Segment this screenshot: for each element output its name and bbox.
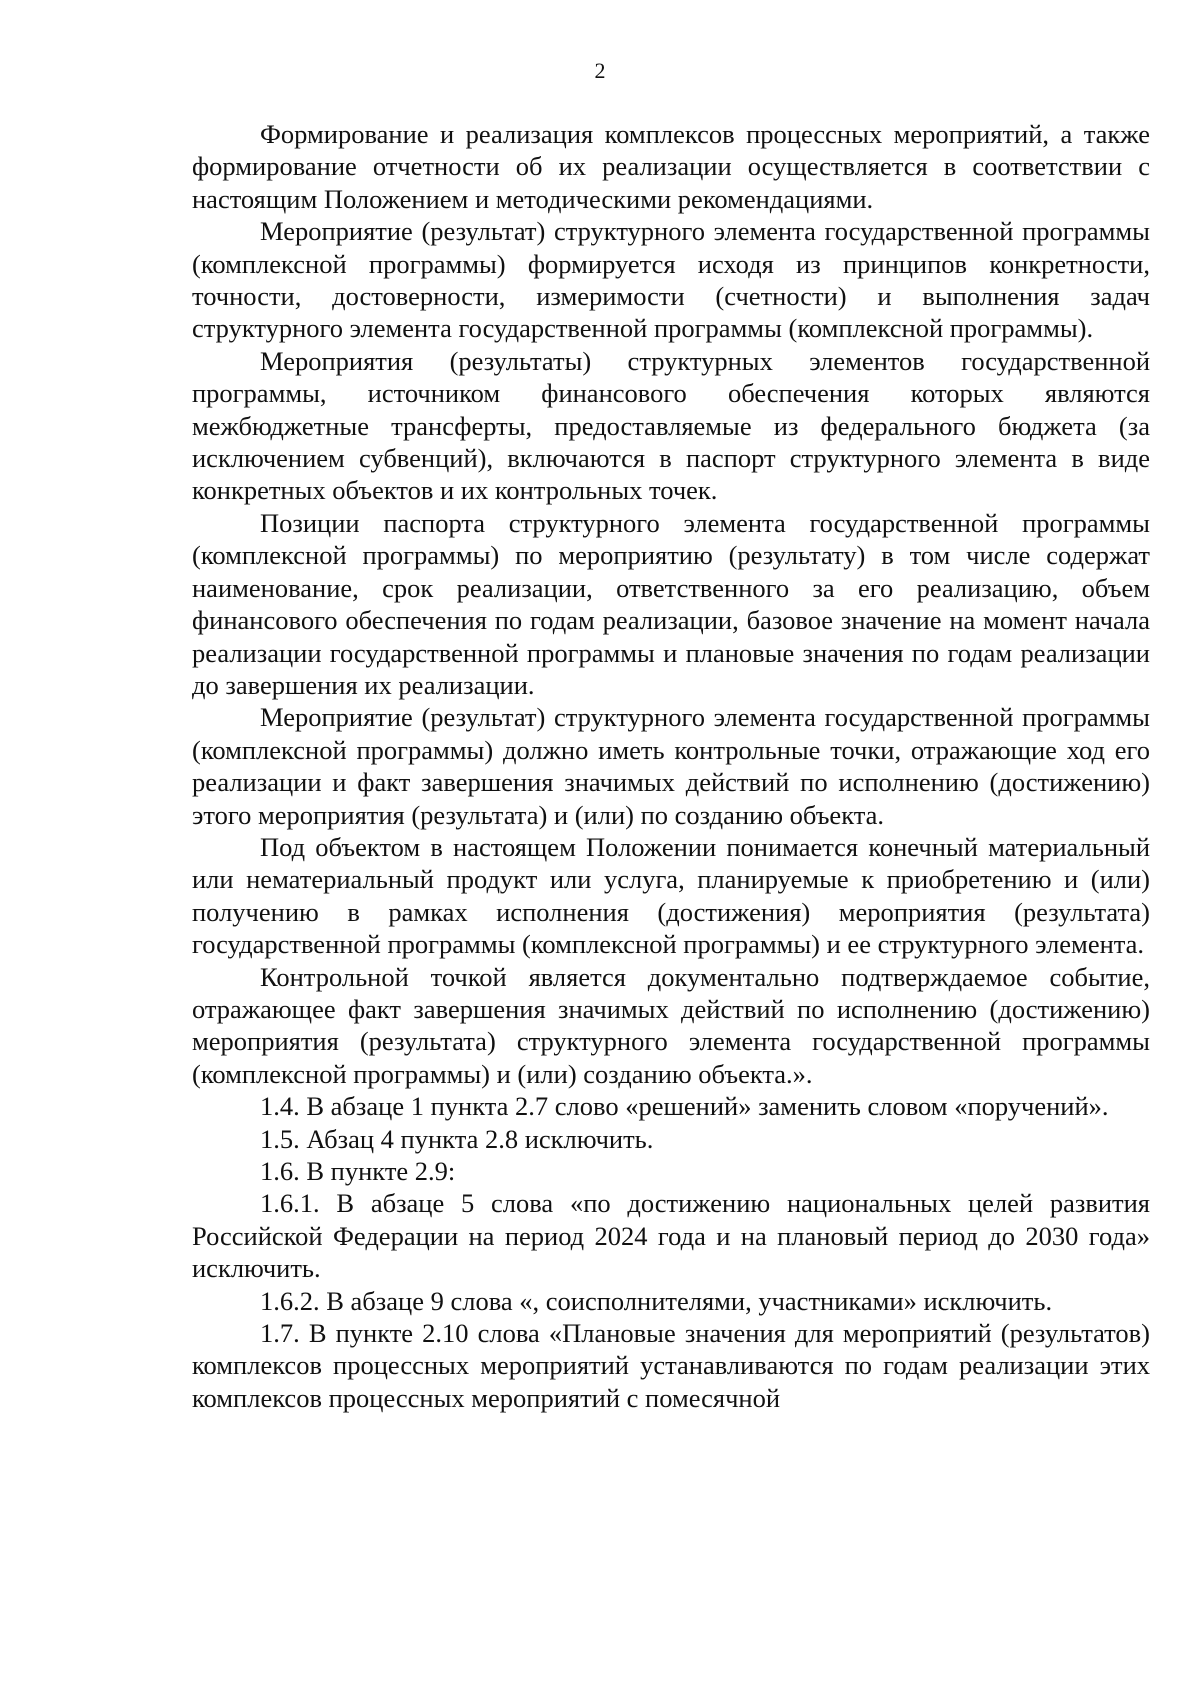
document-body bbox=[192, 118, 1150, 1414]
paragraph-3: Мероприятия (результаты) структурных элементов государственной программы, источником финансового обеспечения которых являются межбюджетные трансферты, предоставляемые из федерального бюджета (за исключением субвенций), включаются в паспорт структурного элемента в виде конкретных объектов и их контрольных точек. bbox=[192, 345, 1150, 506]
paragraph-6: Под объектом в настоящем Положении понимается конечный материальный или нематериальный продукт или услуга, планируемые к приобретению и (или) получению в рамках исполнения (достижения) мероприятия (результата) государственной программы (комплексной программы) и ее структурного элемента. bbox=[192, 831, 1150, 960]
paragraph-5: Мероприятие (результат) структурного элемента государственной программы (комплексной программы) должно иметь контрольные точки, отражающие ход его реализации и факт завершения значимых действий по исполнению (достижению) этого мероприятия (результата) и (или) по созданию объекта. bbox=[192, 702, 1150, 830]
paragraph-7: Контрольной точкой является документально подтверждаемое событие, отражающее факт завершения значимых действий по исполнению (достижению) мероприятия (результата) структурного элемента государственной программы (комплексной программы) и (или) созданию объекта.». bbox=[192, 961, 1150, 1089]
paragraph-10: 1.6. В пункте 2.9: bbox=[260, 1156, 456, 1186]
paragraph-1: Формирование и реализация комплексов процессных мероприятий, а также формирование отчетности об их реализации осуществляется в соответствии с настоящим Положением и методическими рекомендациями. bbox=[192, 119, 1150, 214]
paragraph-9: 1.5. Абзац 4 пункта 2.8 исключить. bbox=[260, 1123, 654, 1154]
paragraph-13: 1.7. В пункте 2.10 слова «Плановые значения для мероприятий (результатов) комплексов процессных мероприятий устанавливаются по годам реализации этих комплексов процессных мероприятий с помесячной bbox=[192, 1318, 1150, 1413]
paragraph-12: 1.6.2. В абзаце 9 слова «, соисполнителями, участниками» исключить. bbox=[260, 1285, 1053, 1316]
paragraph-2: Мероприятие (результат) структурного элемента государственной программы (комплексной программы) формируется исходя из принципов конкретности, точности, достоверности, измеримости (счетности) и выполнения задач структурного элемента государственной программы (комплексной программы). bbox=[192, 216, 1150, 344]
page-number: 2 bbox=[594, 58, 606, 83]
paragraph-8: 1.4. В абзаце 1 пункта 2.7 слово «решений» заменить словом «поручений». bbox=[260, 1091, 1109, 1122]
paragraph-4: Позиции паспорта структурного элемента государственной программы (комплексной программы) по мероприятию (результату) в том числе содержат наименование, срок реализации, ответственного за его реализацию, объем финансового обеспечения по годам реализации, базовое значение на момент начала реализации государственной программы и плановые значения по годам реализации до завершения их реализации. bbox=[192, 507, 1150, 700]
paragraph-11: 1.6.1. В абзаце 5 слова «по достижению национальных целей развития Российской Федерации на период 2024 года и на плановый период до 2030 года» исключить. bbox=[192, 1188, 1150, 1284]
